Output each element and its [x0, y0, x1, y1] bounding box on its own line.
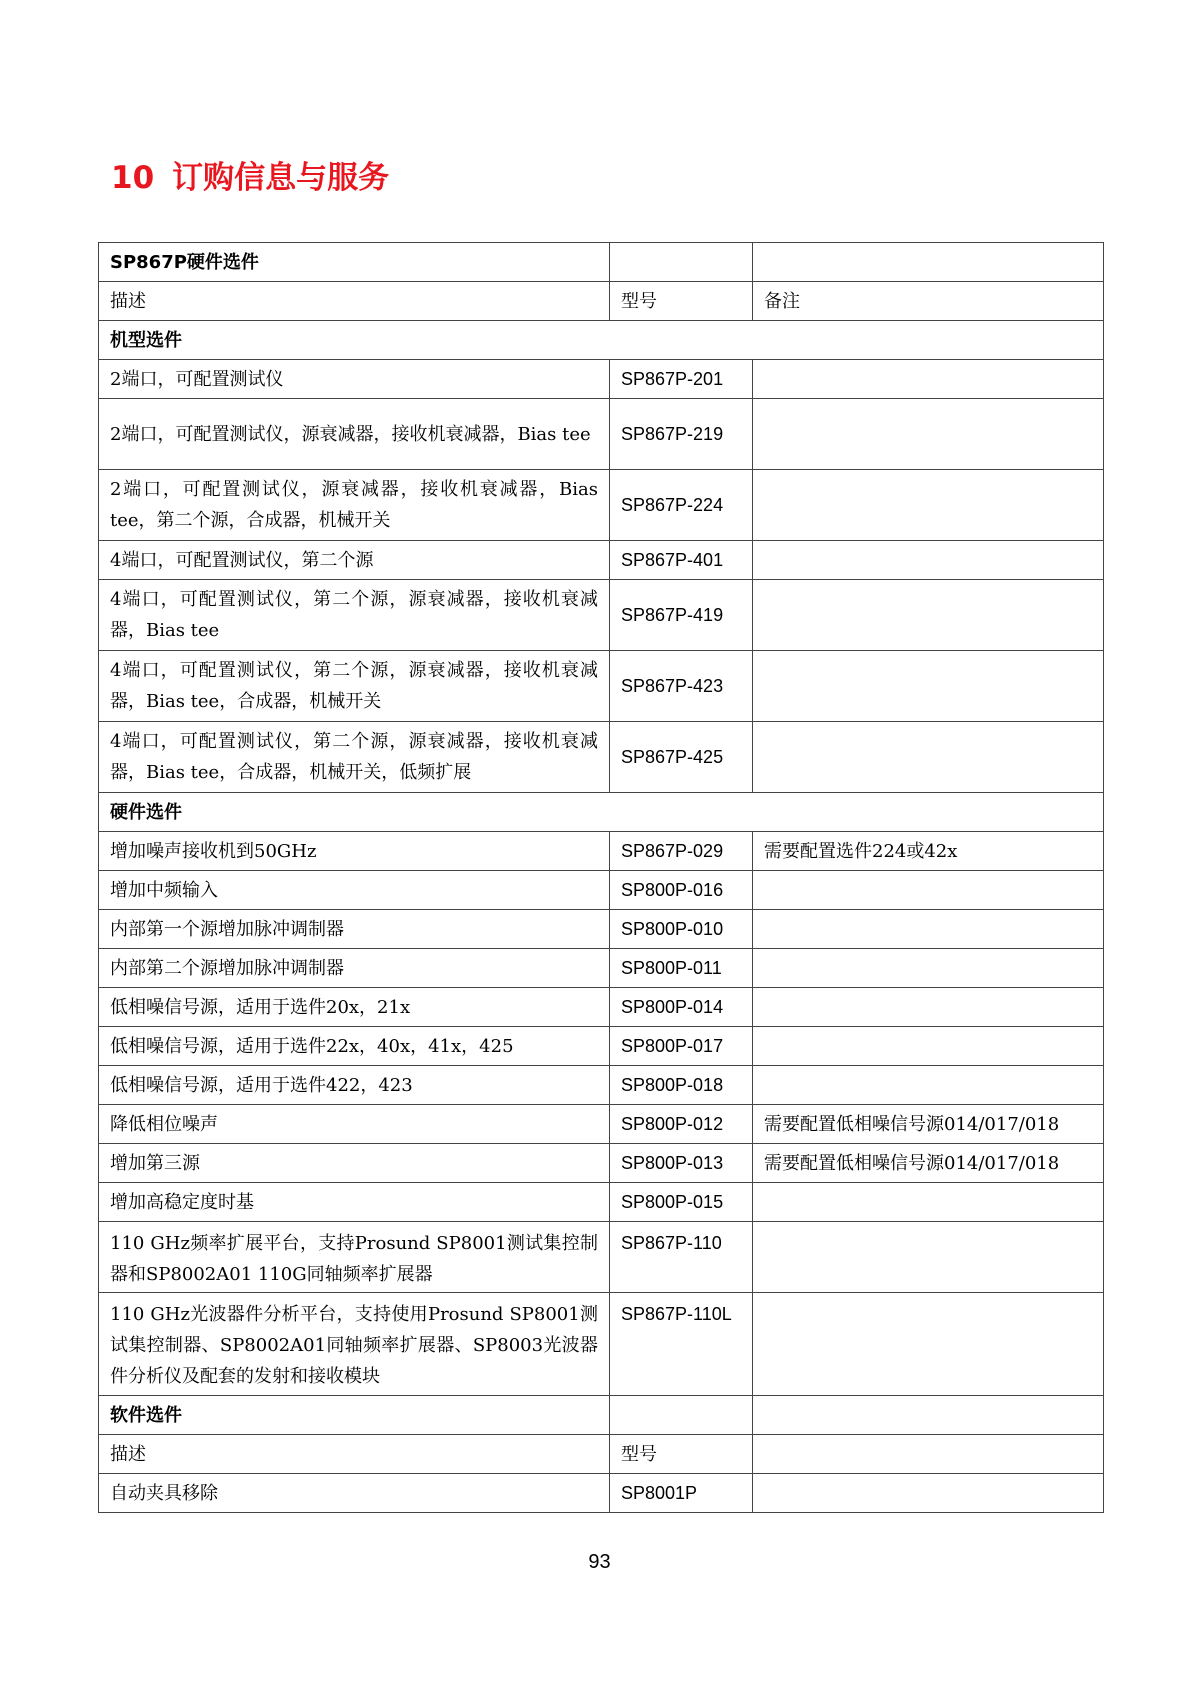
table-title-row — [99, 243, 1104, 282]
row-desc: 110 GHz光波器件分析平台，支持使用Prosund SP8001测试集控制器、SP8002A01同轴频率扩展器、SP8003光波器件分析仪及配套的发射和接收模块 — [99, 1293, 610, 1396]
table-row — [99, 1183, 1104, 1222]
header-desc: 描述 — [99, 1435, 610, 1474]
row-note — [753, 1293, 1104, 1396]
row-note: 需要配置选件224或42x — [753, 832, 1104, 871]
header-note: 备注 — [753, 282, 1104, 321]
table-row — [99, 1027, 1104, 1066]
row-desc: 4端口，可配置测试仪，第二个源，源衰减器，接收机衰减器，Bias tee，合成器，机械开关 — [99, 651, 610, 722]
row-desc: 4端口，可配置测试仪，第二个源，源衰减器，接收机衰减器，Bias tee — [99, 580, 610, 651]
section-label: 机型选件 — [99, 321, 1104, 360]
row-model: SP867P-419 — [610, 580, 753, 651]
row-note — [753, 651, 1104, 722]
row-note — [753, 541, 1104, 580]
row-model: SP8001P — [610, 1474, 753, 1513]
table-row — [99, 871, 1104, 910]
row-note — [753, 949, 1104, 988]
table-row — [99, 541, 1104, 580]
row-model: SP800P-014 — [610, 988, 753, 1027]
table-row — [99, 1105, 1104, 1144]
table-row — [99, 988, 1104, 1027]
row-note — [753, 988, 1104, 1027]
row-model: SP867P-219 — [610, 399, 753, 470]
section-row-machine — [99, 321, 1104, 360]
table-row — [99, 910, 1104, 949]
row-note — [753, 1183, 1104, 1222]
table-row — [99, 1293, 1104, 1396]
table-row — [99, 470, 1104, 541]
section-label: 硬件选件 — [99, 793, 1104, 832]
row-model: SP867P-423 — [610, 651, 753, 722]
table-row — [99, 1474, 1104, 1513]
row-model: SP867P-401 — [610, 541, 753, 580]
table-row — [99, 360, 1104, 399]
section-row-hardware — [99, 793, 1104, 832]
row-note — [753, 1027, 1104, 1066]
row-note — [753, 470, 1104, 541]
table-row — [99, 580, 1104, 651]
row-desc: 降低相位噪声 — [99, 1105, 610, 1144]
table-row — [99, 1066, 1104, 1105]
row-model: SP800P-013 — [610, 1144, 753, 1183]
row-model: SP867P-110L — [610, 1293, 753, 1396]
row-model: SP800P-017 — [610, 1027, 753, 1066]
header-model: 型号 — [610, 1435, 753, 1474]
row-model: SP867P-110 — [610, 1222, 753, 1293]
row-desc: 内部第一个源增加脉冲调制器 — [99, 910, 610, 949]
section-row-software — [99, 1396, 1104, 1435]
table-row — [99, 722, 1104, 793]
row-note — [753, 910, 1104, 949]
row-model: SP867P-425 — [610, 722, 753, 793]
row-note — [753, 399, 1104, 470]
section-heading — [111, 152, 389, 197]
row-desc: 4端口，可配置测试仪，第二个源 — [99, 541, 610, 580]
row-note — [753, 871, 1104, 910]
table-row — [99, 949, 1104, 988]
row-note — [753, 360, 1104, 399]
row-desc: 增加第三源 — [99, 1144, 610, 1183]
table-row — [99, 832, 1104, 871]
row-note — [753, 1066, 1104, 1105]
row-desc: 低相噪信号源，适用于选件20x，21x — [99, 988, 610, 1027]
row-model: SP867P-029 — [610, 832, 753, 871]
row-desc: 2端口，可配置测试仪 — [99, 360, 610, 399]
software-header-row — [99, 1435, 1104, 1474]
row-model: SP800P-016 — [610, 871, 753, 910]
row-model: SP867P-201 — [610, 360, 753, 399]
row-desc: 2端口，可配置测试仪，源衰减器，接收机衰减器，Bias tee — [99, 399, 610, 470]
header-model: 型号 — [610, 282, 753, 321]
table-row — [99, 1144, 1104, 1183]
row-note — [753, 580, 1104, 651]
table-row — [99, 399, 1104, 470]
page-number: 93 — [588, 1551, 611, 1573]
row-model: SP867P-224 — [610, 470, 753, 541]
table-row — [99, 651, 1104, 722]
header-desc: 描述 — [99, 282, 610, 321]
row-desc: 自动夹具移除 — [99, 1474, 610, 1513]
row-desc: 110 GHz频率扩展平台，支持Prosund SP8001测试集控制器和SP8002A01 110G同轴频率扩展器 — [99, 1222, 610, 1293]
row-note — [753, 722, 1104, 793]
section-title: 订购信息与服务 — [172, 160, 390, 196]
row-desc: 4端口，可配置测试仪，第二个源，源衰减器，接收机衰减器，Bias tee，合成器，机械开关，低频扩展 — [99, 722, 610, 793]
row-note: 需要配置低相噪信号源014/017/018 — [753, 1144, 1104, 1183]
row-note — [753, 1222, 1104, 1293]
section-label: 软件选件 — [99, 1396, 610, 1435]
row-model: SP800P-010 — [610, 910, 753, 949]
section-number: 10 — [111, 160, 155, 196]
row-desc: 2端口，可配置测试仪，源衰减器，接收机衰减器，Bias tee，第二个源，合成器，机械开关 — [99, 470, 610, 541]
row-desc: 低相噪信号源，适用于选件422，423 — [99, 1066, 610, 1105]
ordering-table — [98, 242, 1104, 1513]
row-note: 需要配置低相噪信号源014/017/018 — [753, 1105, 1104, 1144]
table-title: SP867P硬件选件 — [99, 243, 610, 282]
row-model: SP800P-018 — [610, 1066, 753, 1105]
row-model: SP800P-012 — [610, 1105, 753, 1144]
row-model: SP800P-015 — [610, 1183, 753, 1222]
table-row — [99, 1222, 1104, 1293]
row-desc: 增加高稳定度时基 — [99, 1183, 610, 1222]
row-desc: 增加中频输入 — [99, 871, 610, 910]
row-desc: 增加噪声接收机到50GHz — [99, 832, 610, 871]
row-model: SP800P-011 — [610, 949, 753, 988]
row-desc: 低相噪信号源，适用于选件22x，40x，41x，425 — [99, 1027, 610, 1066]
table-header-row — [99, 282, 1104, 321]
row-desc: 内部第二个源增加脉冲调制器 — [99, 949, 610, 988]
